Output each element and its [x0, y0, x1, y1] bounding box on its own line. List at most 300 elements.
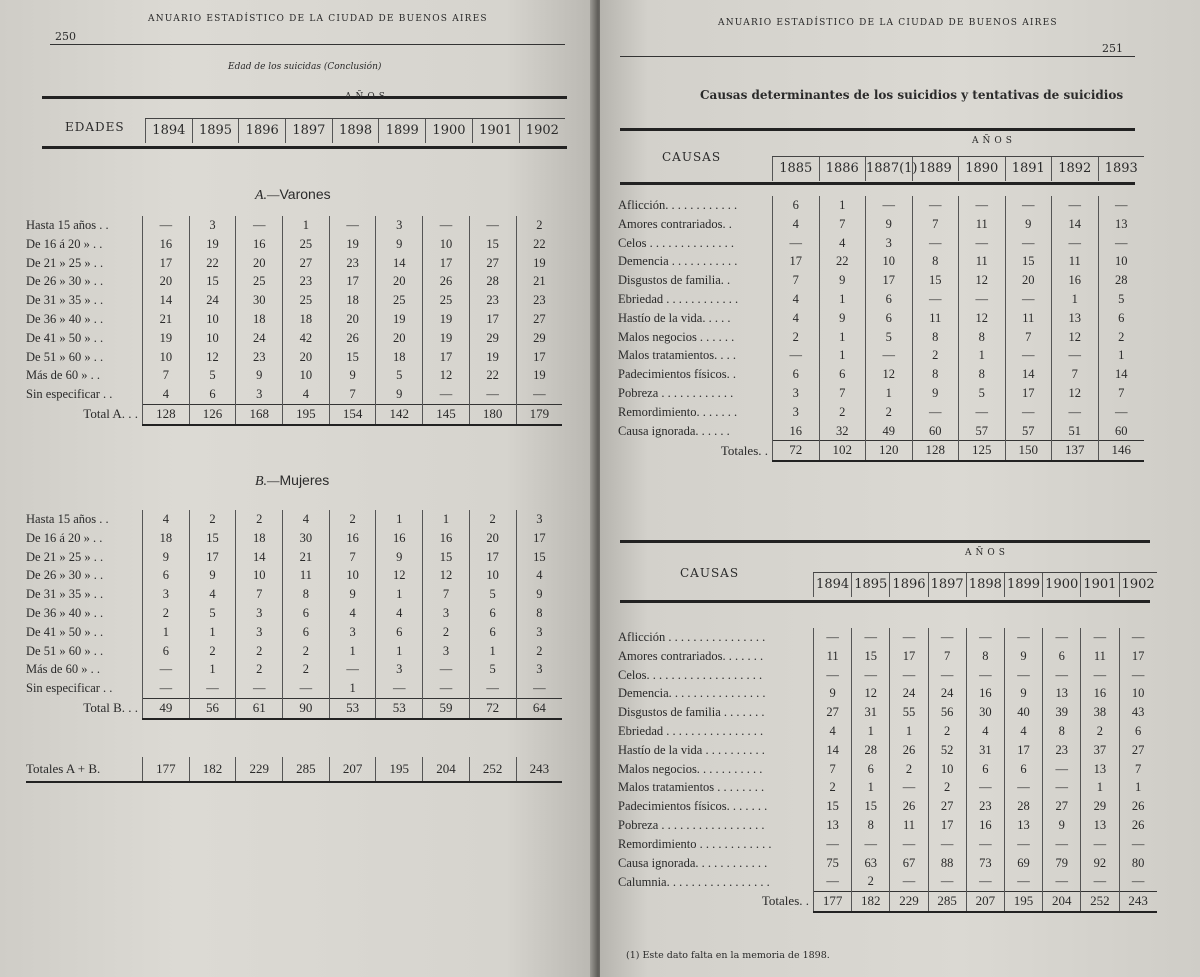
cell-value: — [852, 628, 890, 647]
cell-value: — [329, 216, 376, 235]
cell-value: 7 [423, 585, 470, 604]
cell-value: — [1043, 778, 1081, 797]
year-header: 1891 [1005, 157, 1052, 181]
cell-value: 15 [329, 348, 376, 367]
cell-value: 15 [189, 272, 236, 291]
cell-value: 4 [283, 385, 330, 404]
row-label: De 31 » 35 » . . [26, 587, 104, 602]
total-value: 61 [236, 698, 283, 718]
cell-value: 3 [866, 234, 913, 253]
cell-value: 20 [329, 310, 376, 329]
cell-value: 4 [966, 722, 1004, 741]
row-label: Padecimientos físicos. . [618, 367, 737, 382]
cell-value: — [852, 835, 890, 854]
table-row [26, 623, 562, 642]
cell-value: 8 [912, 252, 959, 271]
total-value: 180 [469, 404, 516, 424]
cell-value: 8 [912, 365, 959, 384]
total-value: 102 [819, 441, 866, 461]
cell-value: 19 [329, 235, 376, 254]
cell-value: — [1043, 760, 1081, 779]
cell-value: 30 [283, 529, 330, 548]
cell-value: 13 [1004, 816, 1042, 835]
row-label: Malos tratamientos. . . . [618, 348, 737, 363]
table-row [618, 384, 1144, 403]
year-header: 1902 [1119, 573, 1157, 597]
cell-value: — [1098, 403, 1144, 422]
cell-value: 6 [1119, 722, 1157, 741]
cell-value: 73 [966, 854, 1004, 873]
total-value: 72 [469, 698, 516, 718]
cell-value: 23 [1043, 741, 1081, 760]
total-value: 137 [1052, 441, 1099, 461]
cell-value: 2 [1081, 722, 1119, 741]
cell-value: — [959, 234, 1006, 253]
cell-value: 23 [516, 291, 562, 310]
cell-value: 27 [516, 310, 562, 329]
total-value: 177 [814, 892, 852, 912]
cell-value: 4 [283, 510, 330, 529]
cell-value: 32 [819, 422, 866, 441]
running-head: ANUARIO ESTADÍSTICO DE LA CIUDAD DE BUENOS AIRES [148, 14, 488, 24]
cell-value: 7 [819, 215, 866, 234]
anos-label-2: AÑOS [965, 548, 1009, 558]
cell-value: 9 [189, 566, 236, 585]
table-row [618, 403, 1144, 422]
table-row [26, 548, 562, 567]
table-row [26, 660, 562, 679]
cell-value: 1 [890, 722, 928, 741]
cell-value: — [516, 385, 562, 404]
header-bottom-rule [42, 146, 567, 149]
cell-value: — [143, 216, 190, 235]
grand-total-row [26, 757, 562, 782]
cell-value: 18 [329, 291, 376, 310]
total-value: 125 [959, 441, 1006, 461]
cell-value: 24 [189, 291, 236, 310]
cell-value: 20 [236, 254, 283, 273]
cell-value: 9 [376, 385, 423, 404]
year-header: 1898 [332, 119, 379, 143]
cell-value: — [959, 403, 1006, 422]
cell-value: 31 [852, 703, 890, 722]
cell-value: 92 [1081, 854, 1119, 873]
cell-value: 17 [1119, 647, 1157, 666]
cell-value: 10 [469, 566, 516, 585]
cell-value: — [928, 835, 966, 854]
total-value: 53 [329, 698, 376, 718]
cell-value: 20 [283, 348, 330, 367]
table-row [618, 252, 1144, 271]
cell-value: 20 [469, 529, 516, 548]
cell-value: 38 [1081, 703, 1119, 722]
cell-value: 1 [1119, 778, 1157, 797]
cell-value: 9 [819, 309, 866, 328]
cell-value: 11 [814, 647, 852, 666]
cell-value: — [866, 346, 913, 365]
cell-value: 17 [423, 254, 470, 273]
row-label: Causa ignorada. . . . . . [618, 423, 730, 438]
total-value: 72 [773, 441, 820, 461]
cell-value: 2 [814, 778, 852, 797]
cell-value: 27 [469, 254, 516, 273]
cell-value: 17 [143, 254, 190, 273]
total-row [26, 404, 562, 424]
cell-value: — [814, 666, 852, 685]
cell-value: 6 [469, 623, 516, 642]
cell-value: — [236, 216, 283, 235]
cell-value: 60 [912, 422, 959, 441]
cell-value: — [1098, 196, 1144, 215]
cell-value: — [1052, 234, 1099, 253]
cell-value: — [1043, 872, 1081, 891]
header-bottom-rule-1 [620, 182, 1135, 185]
row-label: De 51 » 60 » . . [26, 643, 104, 658]
total-value: 53 [376, 698, 423, 718]
cell-value: 26 [329, 329, 376, 348]
cell-value: 2 [1098, 328, 1144, 347]
row-label: Hasta 15 años . . [26, 512, 109, 526]
table-row [618, 722, 1157, 741]
year-header: 1901 [472, 119, 519, 143]
cell-value: 14 [814, 741, 852, 760]
total-value: 56 [189, 698, 236, 718]
cell-value: 3 [236, 623, 283, 642]
cell-value: 11 [1081, 647, 1119, 666]
year-headers-1 [772, 156, 1144, 181]
year-header: 1898 [966, 573, 1004, 597]
cell-value: 2 [928, 722, 966, 741]
cell-value: 11 [959, 252, 1006, 271]
cell-value: 7 [236, 585, 283, 604]
table-row [26, 366, 562, 385]
table-row [618, 309, 1144, 328]
table-row [618, 234, 1144, 253]
table-row [618, 684, 1157, 703]
total-value: 145 [423, 404, 470, 424]
table-row [26, 385, 562, 404]
cell-value: 19 [143, 329, 190, 348]
row-label: Disgustos de familia . . . . . . . [618, 705, 765, 720]
cell-value: — [890, 628, 928, 647]
cell-value: 19 [376, 310, 423, 329]
cell-value: — [143, 679, 190, 698]
total-value: 168 [236, 404, 283, 424]
cell-value: 22 [469, 366, 516, 385]
year-header: 1894 [145, 119, 192, 143]
cell-value: 12 [189, 348, 236, 367]
row-label: Hastío de la vida . . . . . . . . . . [618, 742, 765, 757]
cell-value: 5 [189, 366, 236, 385]
cell-value: 1 [376, 642, 423, 661]
cell-value: 9 [1004, 647, 1042, 666]
table-row [26, 291, 562, 310]
year-header: 1897 [285, 119, 332, 143]
row-label: Malos negocios . . . . . . [618, 329, 735, 344]
cell-value: 6 [773, 196, 820, 215]
cell-value: 28 [469, 272, 516, 291]
cell-value: 26 [890, 797, 928, 816]
cell-value: — [143, 660, 190, 679]
cell-value: 7 [928, 647, 966, 666]
cell-value: — [1043, 835, 1081, 854]
cell-value: 80 [1119, 854, 1157, 873]
grand-total-value: 229 [236, 757, 283, 782]
cell-value: 15 [852, 647, 890, 666]
cell-value: 7 [329, 548, 376, 567]
cell-value: 18 [283, 310, 330, 329]
row-label: De 26 » 30 » . . [26, 274, 104, 289]
cell-value: 3 [516, 510, 562, 529]
cell-value: 22 [189, 254, 236, 273]
cell-value: 27 [928, 797, 966, 816]
cell-value: — [1004, 835, 1042, 854]
cell-value: 4 [773, 215, 820, 234]
cell-value: — [1004, 778, 1042, 797]
total-value: 182 [852, 892, 890, 912]
cell-value: 7 [1005, 328, 1052, 347]
cell-value: 28 [1098, 271, 1144, 290]
table-row [26, 510, 562, 529]
cell-value: — [1052, 346, 1099, 365]
table-row [618, 854, 1157, 873]
total-value: 126 [189, 404, 236, 424]
cell-value: 52 [928, 741, 966, 760]
cell-value: 26 [890, 741, 928, 760]
cell-value: 14 [143, 291, 190, 310]
cell-value: 39 [1043, 703, 1081, 722]
top-rule [42, 96, 567, 99]
cell-value: 51 [1052, 422, 1099, 441]
cell-value: 63 [852, 854, 890, 873]
row-label: Más de 60 » . . [26, 662, 100, 677]
cell-value: — [1043, 666, 1081, 685]
cell-value: 10 [928, 760, 966, 779]
cell-value: — [912, 403, 959, 422]
cell-value: 3 [516, 623, 562, 642]
grand-total-table [26, 757, 562, 783]
year-header: 1896 [238, 119, 285, 143]
cell-value: 9 [866, 215, 913, 234]
cell-value: 17 [1004, 741, 1042, 760]
total-value: 49 [143, 698, 190, 718]
total-value: 59 [423, 698, 470, 718]
cell-value: 26 [1119, 797, 1157, 816]
cell-value: 6 [852, 760, 890, 779]
cell-value: 29 [516, 329, 562, 348]
cell-value: 6 [1098, 309, 1144, 328]
table-row [618, 422, 1144, 441]
cell-value: 1 [1081, 778, 1119, 797]
cell-value: 7 [814, 760, 852, 779]
cell-value: 17 [890, 647, 928, 666]
cell-value: 49 [866, 422, 913, 441]
cell-value: 23 [283, 272, 330, 291]
cell-value: 14 [1005, 365, 1052, 384]
cell-value: 19 [189, 235, 236, 254]
cell-value: 8 [516, 604, 562, 623]
row-label: De 21 » 25 » . . [26, 549, 104, 564]
cell-value: 8 [959, 365, 1006, 384]
cell-value: 1 [866, 384, 913, 403]
cell-value: 69 [1004, 854, 1042, 873]
cell-value: — [928, 872, 966, 891]
running-head: ANUARIO ESTADÍSTICO DE LA CIUDAD DE BUENOS AIRES [718, 18, 1058, 28]
cell-value: — [1119, 628, 1157, 647]
cell-value: 1 [959, 346, 1006, 365]
cell-value: — [966, 666, 1004, 685]
year-header: 1901 [1080, 573, 1118, 597]
cell-value: 17 [516, 348, 562, 367]
cell-value: 2 [423, 623, 470, 642]
cell-value: 13 [1098, 215, 1144, 234]
row-label: Aflicción. . . . . . . . . . . . [618, 198, 738, 212]
cell-value: 24 [236, 329, 283, 348]
cell-value: 12 [1052, 384, 1099, 403]
cell-value: 14 [1098, 365, 1144, 384]
cell-value: 2 [283, 660, 330, 679]
row-label: De 31 » 35 » . . [26, 293, 104, 308]
cell-value: 4 [376, 604, 423, 623]
cell-value: 8 [959, 328, 1006, 347]
table-row [618, 647, 1157, 666]
cell-value: 17 [866, 271, 913, 290]
cell-value: 2 [236, 510, 283, 529]
total-value: 146 [1098, 441, 1144, 461]
table-row [618, 741, 1157, 760]
cell-value: 16 [236, 235, 283, 254]
cell-value: — [1004, 628, 1042, 647]
cell-value: 24 [928, 684, 966, 703]
cell-value: 4 [814, 722, 852, 741]
head-rule [620, 56, 1135, 57]
table-row [618, 196, 1144, 215]
cell-value: 12 [423, 566, 470, 585]
cell-value: 2 [469, 510, 516, 529]
row-label: Celos . . . . . . . . . . . . . . [618, 235, 734, 250]
cell-value: 26 [423, 272, 470, 291]
cell-value: 6 [469, 604, 516, 623]
cell-value: 5 [189, 604, 236, 623]
table-row [26, 272, 562, 291]
cell-value: 8 [912, 328, 959, 347]
cell-value: 12 [852, 684, 890, 703]
cell-value: 3 [143, 585, 190, 604]
cell-value: 10 [329, 566, 376, 585]
cell-value: 5 [1098, 290, 1144, 309]
cell-value: 3 [423, 642, 470, 661]
cell-value: — [423, 385, 470, 404]
cell-value: 17 [928, 816, 966, 835]
cell-value: 19 [423, 310, 470, 329]
table-row [618, 271, 1144, 290]
cell-value: — [1043, 628, 1081, 647]
cell-value: 57 [959, 422, 1006, 441]
row-label: Hastío de la vida. . . . . [618, 310, 731, 325]
cell-value: 23 [966, 797, 1004, 816]
cell-value: 2 [516, 216, 562, 235]
cell-value: 15 [516, 548, 562, 567]
year-headers [145, 118, 565, 143]
cell-value: 14 [1052, 215, 1099, 234]
year-header: 1890 [958, 157, 1005, 181]
total-value: 207 [966, 892, 1004, 912]
cell-value: 27 [814, 703, 852, 722]
cell-value: 40 [1004, 703, 1042, 722]
cell-value: 3 [236, 385, 283, 404]
cell-value: 1 [819, 328, 866, 347]
cell-value: — [189, 679, 236, 698]
cell-value: 1 [376, 510, 423, 529]
cell-value: 27 [283, 254, 330, 273]
row-label: Amores contrariados. . [618, 216, 732, 231]
cell-value: 25 [283, 291, 330, 310]
row-label: De 16 á 20 » . . [26, 530, 103, 545]
cell-value: — [1005, 403, 1052, 422]
total-label: Totales. . [761, 893, 809, 909]
cell-value: 11 [912, 309, 959, 328]
cell-value: 3 [516, 660, 562, 679]
cell-value: — [469, 679, 516, 698]
cell-value: 10 [1119, 684, 1157, 703]
cell-value: 1 [1052, 290, 1099, 309]
cell-value: 17 [189, 548, 236, 567]
row-label: Ebriedad . . . . . . . . . . . . [618, 291, 739, 306]
cell-value: 26 [1119, 816, 1157, 835]
row-label: Más de 60 » . . [26, 368, 100, 383]
cell-value: 13 [1081, 760, 1119, 779]
cell-value: — [423, 660, 470, 679]
cell-value: 6 [143, 566, 190, 585]
cell-value: 16 [1052, 271, 1099, 290]
cell-value: 6 [283, 623, 330, 642]
total-label: Totales. . [720, 442, 768, 458]
cell-value: — [1005, 290, 1052, 309]
row-label: Hasta 15 años . . [26, 218, 109, 232]
table-row [26, 566, 562, 585]
row-label: Celos. . . . . . . . . . . . . . . . . . . [618, 667, 763, 682]
cell-value: 20 [376, 272, 423, 291]
cell-value: 6 [773, 365, 820, 384]
total-value: 252 [1081, 892, 1119, 912]
row-header-1: CAUSAS [662, 150, 722, 164]
cell-value: 9 [376, 548, 423, 567]
row-label: De 21 » 25 » . . [26, 255, 104, 270]
cell-value: 9 [516, 585, 562, 604]
cell-value: 7 [773, 271, 820, 290]
cell-value: 4 [773, 309, 820, 328]
cell-value: 3 [236, 604, 283, 623]
cell-value: 14 [376, 254, 423, 273]
cell-value: 2 [890, 760, 928, 779]
cell-value: 6 [966, 760, 1004, 779]
cell-value: — [1119, 666, 1157, 685]
cell-value: — [1081, 628, 1119, 647]
year-header: 1894 [813, 573, 851, 597]
year-headers-2 [813, 572, 1157, 597]
cell-value: 13 [1043, 684, 1081, 703]
table-row [618, 872, 1157, 891]
cell-value: — [423, 216, 470, 235]
cell-value: 3 [376, 216, 423, 235]
cell-value: — [283, 679, 330, 698]
row-label: Demencia. . . . . . . . . . . . . . . . [618, 686, 766, 701]
cell-value: 4 [773, 290, 820, 309]
table-row [26, 254, 562, 273]
cell-value: 2 [236, 660, 283, 679]
cell-value: 6 [819, 365, 866, 384]
table-row [618, 346, 1144, 365]
